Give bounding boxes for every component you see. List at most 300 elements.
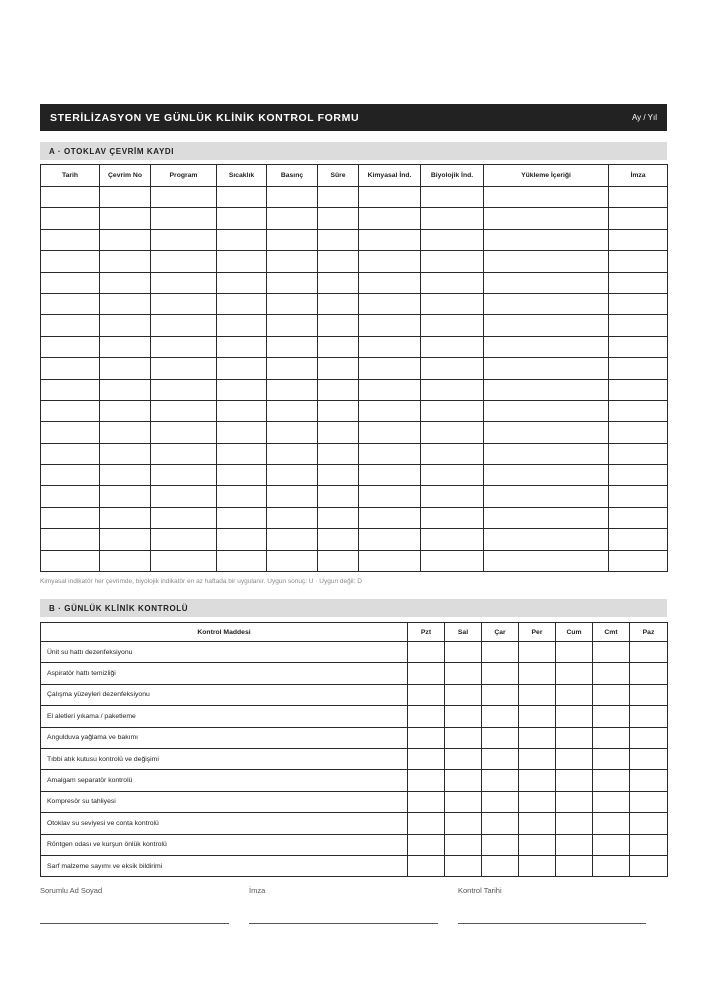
entry-cell[interactable] (41, 251, 100, 272)
day-column-header: Sal (445, 623, 482, 642)
check-cell[interactable] (593, 706, 630, 727)
check-cell[interactable] (630, 642, 668, 663)
entry-cell[interactable] (267, 358, 318, 379)
entry-cell[interactable] (217, 251, 267, 272)
entry-cell[interactable] (267, 550, 318, 571)
indicator-note: Kimyasal indikatör her çevrimde, biyolojik indikatör en az haftada bir uygulanır. Uygun sonuç: U · Uygun değil: D (40, 578, 362, 585)
entry-cell[interactable] (318, 336, 359, 357)
entry-cell[interactable] (151, 550, 217, 571)
entry-cell[interactable] (421, 379, 484, 400)
entry-cell[interactable] (267, 293, 318, 314)
check-cell[interactable] (519, 748, 556, 769)
check-cell[interactable] (519, 727, 556, 748)
check-cell[interactable] (630, 706, 668, 727)
check-cell[interactable] (519, 684, 556, 705)
table-row (41, 486, 668, 507)
entry-cell[interactable] (41, 486, 100, 507)
day-column-header: Çar (482, 623, 519, 642)
responsible-name-label: Sorumlu Ad Soyad (40, 886, 103, 895)
entry-cell[interactable] (359, 486, 421, 507)
check-item-label: Ünit su hattı dezenfeksiyonu (41, 642, 408, 663)
entry-cell[interactable] (267, 507, 318, 528)
check-cell[interactable] (482, 855, 519, 876)
entry-cell[interactable] (609, 400, 668, 421)
entry-cell[interactable] (267, 208, 318, 229)
check-cell[interactable] (630, 813, 668, 834)
entry-cell[interactable] (41, 529, 100, 550)
entry-cell[interactable] (359, 272, 421, 293)
entry-cell[interactable] (359, 187, 421, 208)
entry-cell[interactable] (609, 550, 668, 571)
table-row (41, 727, 668, 748)
check-cell[interactable] (519, 642, 556, 663)
entry-cell[interactable] (609, 208, 668, 229)
entry-cell[interactable] (151, 443, 217, 464)
entry-cell[interactable] (100, 208, 151, 229)
entry-cell[interactable] (100, 315, 151, 336)
entry-cell[interactable] (100, 465, 151, 486)
entry-cell[interactable] (41, 443, 100, 464)
entry-cell[interactable] (217, 208, 267, 229)
entry-cell[interactable] (100, 358, 151, 379)
entry-cell[interactable] (318, 400, 359, 421)
check-cell[interactable] (482, 642, 519, 663)
entry-cell[interactable] (609, 187, 668, 208)
entry-cell[interactable] (151, 400, 217, 421)
check-date-field[interactable] (458, 923, 646, 924)
entry-cell[interactable] (609, 465, 668, 486)
entry-cell[interactable] (484, 229, 609, 250)
entry-cell[interactable] (217, 293, 267, 314)
table-row (41, 684, 668, 705)
entry-cell[interactable] (267, 272, 318, 293)
entry-cell[interactable] (484, 400, 609, 421)
entry-cell[interactable] (421, 336, 484, 357)
signature-field[interactable] (249, 923, 438, 924)
entry-cell[interactable] (318, 486, 359, 507)
entry-cell[interactable] (41, 229, 100, 250)
check-cell[interactable] (630, 834, 668, 855)
table-row (41, 748, 668, 769)
entry-cell[interactable] (151, 486, 217, 507)
check-item-label: Aspiratör hattı temizliği (41, 663, 408, 684)
check-cell[interactable] (445, 770, 482, 791)
check-cell[interactable] (482, 748, 519, 769)
entry-cell[interactable] (41, 315, 100, 336)
entry-cell[interactable] (217, 422, 267, 443)
entry-cell[interactable] (318, 208, 359, 229)
entry-cell[interactable] (267, 465, 318, 486)
entry-cell[interactable] (421, 422, 484, 443)
entry-cell[interactable] (484, 486, 609, 507)
entry-cell[interactable] (421, 486, 484, 507)
entry-cell[interactable] (484, 315, 609, 336)
entry-cell[interactable] (151, 272, 217, 293)
check-cell[interactable] (408, 663, 445, 684)
check-cell[interactable] (482, 663, 519, 684)
check-cell[interactable] (593, 834, 630, 855)
check-cell[interactable] (482, 834, 519, 855)
entry-cell[interactable] (267, 443, 318, 464)
entry-cell[interactable] (318, 443, 359, 464)
entry-cell[interactable] (359, 443, 421, 464)
entry-cell[interactable] (151, 336, 217, 357)
entry-cell[interactable] (318, 315, 359, 336)
entry-cell[interactable] (318, 379, 359, 400)
check-cell[interactable] (556, 642, 593, 663)
entry-cell[interactable] (359, 529, 421, 550)
check-cell[interactable] (556, 727, 593, 748)
table-row (41, 187, 668, 208)
entry-cell[interactable] (100, 336, 151, 357)
check-cell[interactable] (593, 791, 630, 812)
entry-cell[interactable] (484, 251, 609, 272)
check-cell[interactable] (445, 855, 482, 876)
table-row (41, 550, 668, 571)
entry-cell[interactable] (318, 251, 359, 272)
entry-cell[interactable] (151, 358, 217, 379)
entry-cell[interactable] (100, 550, 151, 571)
check-cell[interactable] (630, 748, 668, 769)
entry-cell[interactable] (41, 400, 100, 421)
entry-cell[interactable] (318, 507, 359, 528)
entry-cell[interactable] (359, 507, 421, 528)
check-cell[interactable] (630, 791, 668, 812)
entry-cell[interactable] (421, 400, 484, 421)
check-cell[interactable] (482, 684, 519, 705)
column-header: Kimyasal İnd. (359, 165, 421, 187)
entry-cell[interactable] (484, 443, 609, 464)
entry-cell[interactable] (484, 272, 609, 293)
check-cell[interactable] (593, 855, 630, 876)
entry-cell[interactable] (318, 187, 359, 208)
entry-cell[interactable] (318, 529, 359, 550)
entry-cell[interactable] (41, 272, 100, 293)
check-cell[interactable] (630, 663, 668, 684)
entry-cell[interactable] (359, 293, 421, 314)
entry-cell[interactable] (359, 465, 421, 486)
check-cell[interactable] (482, 791, 519, 812)
entry-cell[interactable] (421, 293, 484, 314)
table-row (41, 229, 668, 250)
check-item-label: Sarf malzeme sayımı ve eksik bildirimi (41, 855, 408, 876)
check-item-label: El aletleri yıkama / paketleme (41, 706, 408, 727)
entry-cell[interactable] (41, 358, 100, 379)
check-cell[interactable] (593, 813, 630, 834)
entry-cell[interactable] (484, 208, 609, 229)
entry-cell[interactable] (100, 229, 151, 250)
table-row (41, 251, 668, 272)
entry-cell[interactable] (217, 379, 267, 400)
table-header-row (41, 165, 668, 187)
entry-cell[interactable] (484, 293, 609, 314)
entry-cell[interactable] (267, 379, 318, 400)
entry-cell[interactable] (151, 315, 217, 336)
entry-cell[interactable] (318, 422, 359, 443)
check-cell[interactable] (519, 706, 556, 727)
check-cell[interactable] (630, 770, 668, 791)
entry-cell[interactable] (267, 336, 318, 357)
entry-cell[interactable] (41, 422, 100, 443)
entry-cell[interactable] (100, 529, 151, 550)
entry-cell[interactable] (609, 486, 668, 507)
check-cell[interactable] (445, 684, 482, 705)
entry-cell[interactable] (151, 229, 217, 250)
check-cell[interactable] (593, 748, 630, 769)
check-cell[interactable] (593, 770, 630, 791)
entry-cell[interactable] (41, 507, 100, 528)
entry-cell[interactable] (609, 358, 668, 379)
entry-cell[interactable] (318, 358, 359, 379)
check-cell[interactable] (408, 727, 445, 748)
check-cell[interactable] (408, 706, 445, 727)
check-cell[interactable] (519, 834, 556, 855)
entry-cell[interactable] (421, 187, 484, 208)
entry-cell[interactable] (100, 187, 151, 208)
table-row (41, 813, 668, 834)
check-cell[interactable] (593, 727, 630, 748)
entry-cell[interactable] (609, 251, 668, 272)
entry-cell[interactable] (100, 400, 151, 421)
entry-cell[interactable] (151, 465, 217, 486)
entry-cell[interactable] (41, 379, 100, 400)
table-row (41, 507, 668, 528)
entry-cell[interactable] (100, 443, 151, 464)
entry-cell[interactable] (484, 379, 609, 400)
entry-cell[interactable] (359, 358, 421, 379)
column-header: Sıcaklık (217, 165, 267, 187)
entry-cell[interactable] (217, 400, 267, 421)
check-cell[interactable] (445, 642, 482, 663)
entry-cell[interactable] (100, 422, 151, 443)
entry-cell[interactable] (151, 293, 217, 314)
entry-cell[interactable] (217, 486, 267, 507)
entry-cell[interactable] (267, 229, 318, 250)
entry-cell[interactable] (267, 251, 318, 272)
entry-cell[interactable] (267, 187, 318, 208)
entry-cell[interactable] (217, 443, 267, 464)
entry-cell[interactable] (609, 336, 668, 357)
entry-cell[interactable] (609, 315, 668, 336)
entry-cell[interactable] (41, 293, 100, 314)
table-row (41, 208, 668, 229)
check-cell[interactable] (519, 855, 556, 876)
check-cell[interactable] (556, 770, 593, 791)
check-cell[interactable] (482, 770, 519, 791)
entry-cell[interactable] (609, 379, 668, 400)
entry-cell[interactable] (151, 208, 217, 229)
entry-cell[interactable] (484, 465, 609, 486)
entry-cell[interactable] (484, 529, 609, 550)
entry-cell[interactable] (318, 229, 359, 250)
entry-cell[interactable] (41, 336, 100, 357)
check-cell[interactable] (556, 855, 593, 876)
entry-cell[interactable] (100, 272, 151, 293)
entry-cell[interactable] (421, 251, 484, 272)
check-cell[interactable] (556, 748, 593, 769)
entry-cell[interactable] (421, 443, 484, 464)
column-header: Program (151, 165, 217, 187)
entry-cell[interactable] (267, 486, 318, 507)
entry-cell[interactable] (421, 529, 484, 550)
entry-cell[interactable] (609, 272, 668, 293)
entry-cell[interactable] (151, 187, 217, 208)
entry-cell[interactable] (318, 550, 359, 571)
check-cell[interactable] (445, 813, 482, 834)
entry-cell[interactable] (151, 422, 217, 443)
entry-cell[interactable] (421, 550, 484, 571)
check-cell[interactable] (482, 727, 519, 748)
table-row (41, 642, 668, 663)
entry-cell[interactable] (359, 400, 421, 421)
entry-cell[interactable] (359, 379, 421, 400)
entry-cell[interactable] (421, 465, 484, 486)
entry-cell[interactable] (609, 507, 668, 528)
entry-cell[interactable] (609, 293, 668, 314)
check-cell[interactable] (556, 684, 593, 705)
entry-cell[interactable] (421, 208, 484, 229)
entry-cell[interactable] (318, 272, 359, 293)
entry-cell[interactable] (217, 507, 267, 528)
check-cell[interactable] (445, 727, 482, 748)
table-row (41, 358, 668, 379)
entry-cell[interactable] (359, 251, 421, 272)
entry-cell[interactable] (217, 272, 267, 293)
entry-cell[interactable] (217, 529, 267, 550)
entry-cell[interactable] (217, 315, 267, 336)
entry-cell[interactable] (151, 251, 217, 272)
entry-cell[interactable] (151, 529, 217, 550)
check-cell[interactable] (556, 663, 593, 684)
entry-cell[interactable] (318, 293, 359, 314)
check-cell[interactable] (445, 791, 482, 812)
entry-cell[interactable] (421, 358, 484, 379)
entry-cell[interactable] (217, 550, 267, 571)
entry-cell[interactable] (100, 379, 151, 400)
day-column-header: Per (519, 623, 556, 642)
check-cell[interactable] (519, 663, 556, 684)
entry-cell[interactable] (421, 272, 484, 293)
responsible-name-field[interactable] (40, 923, 229, 924)
entry-cell[interactable] (41, 550, 100, 571)
entry-cell[interactable] (421, 315, 484, 336)
check-cell[interactable] (408, 770, 445, 791)
table-row (41, 293, 668, 314)
table-row (41, 465, 668, 486)
entry-cell[interactable] (217, 229, 267, 250)
check-cell[interactable] (408, 642, 445, 663)
check-cell[interactable] (630, 855, 668, 876)
entry-cell[interactable] (359, 422, 421, 443)
entry-cell[interactable] (359, 315, 421, 336)
check-cell[interactable] (408, 684, 445, 705)
check-cell[interactable] (556, 791, 593, 812)
day-column-header: Pzt (408, 623, 445, 642)
entry-cell[interactable] (609, 443, 668, 464)
check-cell[interactable] (408, 855, 445, 876)
check-cell[interactable] (445, 834, 482, 855)
check-cell[interactable] (482, 706, 519, 727)
check-cell[interactable] (630, 684, 668, 705)
entry-cell[interactable] (151, 379, 217, 400)
entry-cell[interactable] (100, 251, 151, 272)
check-cell[interactable] (519, 791, 556, 812)
entry-cell[interactable] (421, 229, 484, 250)
check-cell[interactable] (630, 727, 668, 748)
check-cell[interactable] (482, 813, 519, 834)
entry-cell[interactable] (41, 187, 100, 208)
autoclave-cycle-table (40, 164, 668, 572)
entry-cell[interactable] (151, 507, 217, 528)
entry-cell[interactable] (41, 465, 100, 486)
entry-cell[interactable] (217, 336, 267, 357)
entry-cell[interactable] (484, 550, 609, 571)
table-row (41, 529, 668, 550)
entry-cell[interactable] (421, 507, 484, 528)
entry-cell[interactable] (359, 229, 421, 250)
entry-cell[interactable] (609, 229, 668, 250)
entry-cell[interactable] (217, 187, 267, 208)
entry-cell[interactable] (484, 187, 609, 208)
entry-cell[interactable] (484, 358, 609, 379)
entry-cell[interactable] (609, 529, 668, 550)
column-header: Yükleme İçeriği (484, 165, 609, 187)
table-row (41, 379, 668, 400)
check-cell[interactable] (408, 834, 445, 855)
check-cell[interactable] (593, 642, 630, 663)
check-cell[interactable] (408, 748, 445, 769)
entry-cell[interactable] (359, 208, 421, 229)
entry-cell[interactable] (359, 550, 421, 571)
day-column-header: Cum (556, 623, 593, 642)
check-cell[interactable] (519, 813, 556, 834)
entry-cell[interactable] (484, 336, 609, 357)
table-row (41, 422, 668, 443)
check-cell[interactable] (556, 813, 593, 834)
entry-cell[interactable] (217, 358, 267, 379)
entry-cell[interactable] (267, 529, 318, 550)
table-row (41, 272, 668, 293)
check-cell[interactable] (593, 663, 630, 684)
entry-cell[interactable] (484, 507, 609, 528)
daily-check-table (40, 622, 668, 877)
check-cell[interactable] (408, 813, 445, 834)
check-cell[interactable] (408, 791, 445, 812)
check-cell[interactable] (593, 684, 630, 705)
entry-cell[interactable] (484, 422, 609, 443)
check-cell[interactable] (556, 834, 593, 855)
entry-cell[interactable] (267, 315, 318, 336)
check-cell[interactable] (445, 663, 482, 684)
check-cell[interactable] (445, 748, 482, 769)
entry-cell[interactable] (41, 208, 100, 229)
check-cell[interactable] (445, 706, 482, 727)
entry-cell[interactable] (100, 293, 151, 314)
entry-cell[interactable] (267, 422, 318, 443)
entry-cell[interactable] (609, 422, 668, 443)
check-cell[interactable] (519, 770, 556, 791)
table-row (41, 834, 668, 855)
entry-cell[interactable] (100, 507, 151, 528)
entry-cell[interactable] (267, 400, 318, 421)
entry-cell[interactable] (318, 465, 359, 486)
entry-cell[interactable] (359, 336, 421, 357)
column-header: Tarih (41, 165, 100, 187)
entry-cell[interactable] (100, 486, 151, 507)
table-header-row (41, 623, 668, 642)
check-cell[interactable] (556, 706, 593, 727)
entry-cell[interactable] (217, 465, 267, 486)
